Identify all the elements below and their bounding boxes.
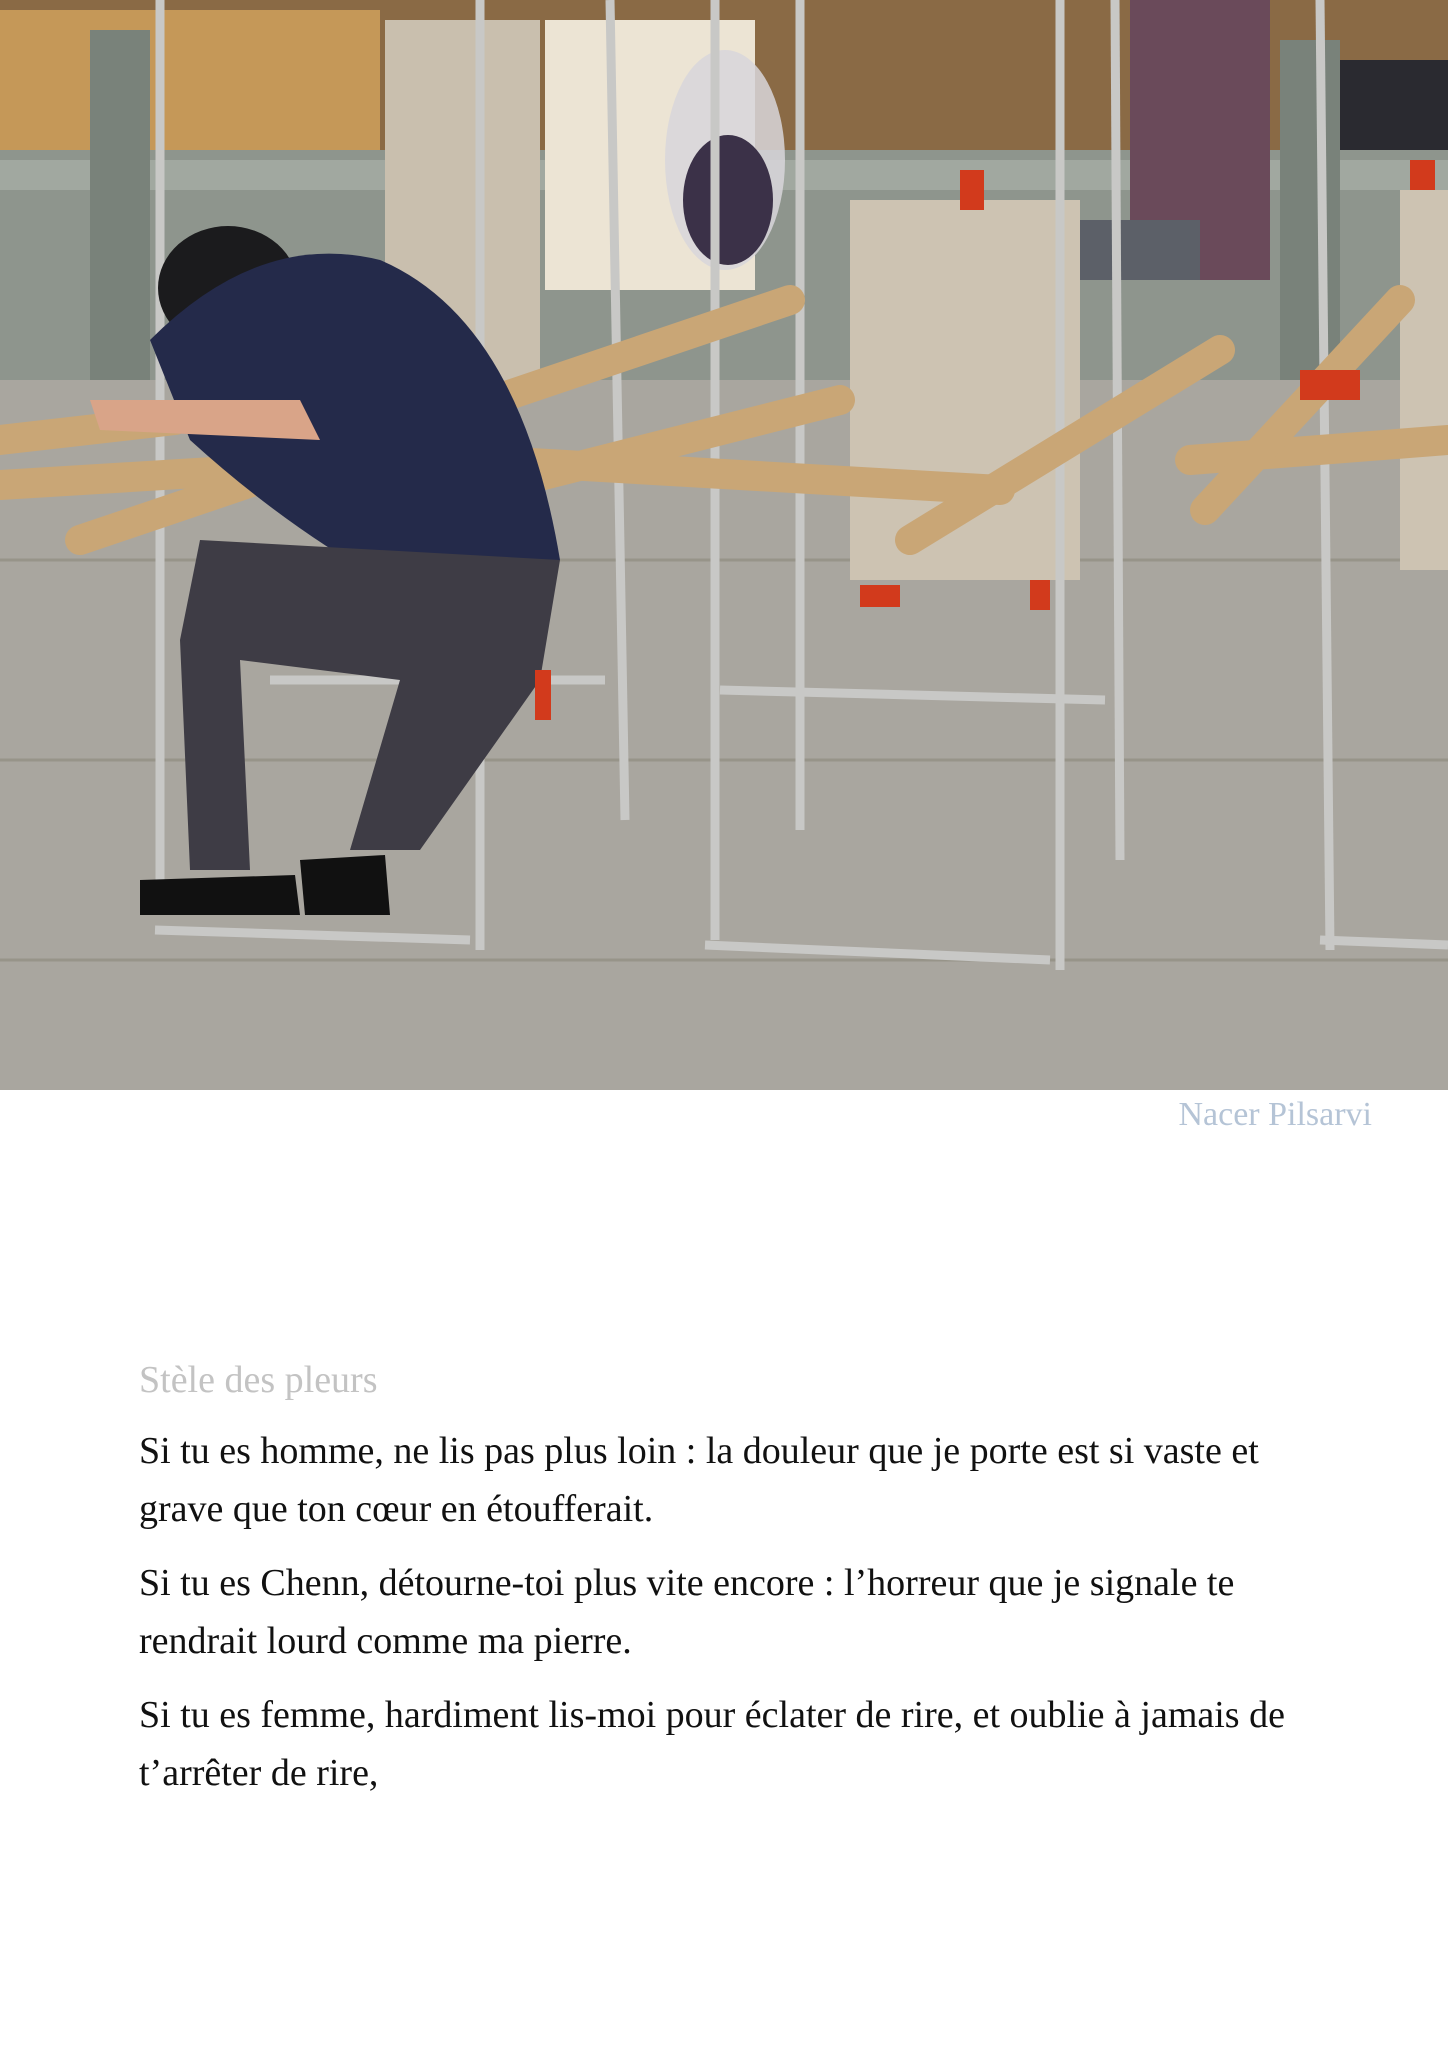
photo-credit: Nacer Pilsarvi <box>1178 1096 1372 1133</box>
poem-title: Stèle des pleurs <box>139 1359 378 1401</box>
poem-stanza: Si tu es Chenn, détourne-toi plus vite encore : l’horreur que je signale te rendrait lourd comme ma pierre. <box>139 1562 1235 1662</box>
poem-stanza: Si tu es homme, ne lis pas plus loin : la douleur que je porte est si vaste et grave que ton cœur en étoufferait. <box>139 1430 1259 1530</box>
poem <box>139 1352 1319 1818</box>
poem-stanza: Si tu es femme, hardiment lis-moi pour éclater de rire, et oublie à jamais de t’arrêter de rire, <box>139 1694 1285 1794</box>
